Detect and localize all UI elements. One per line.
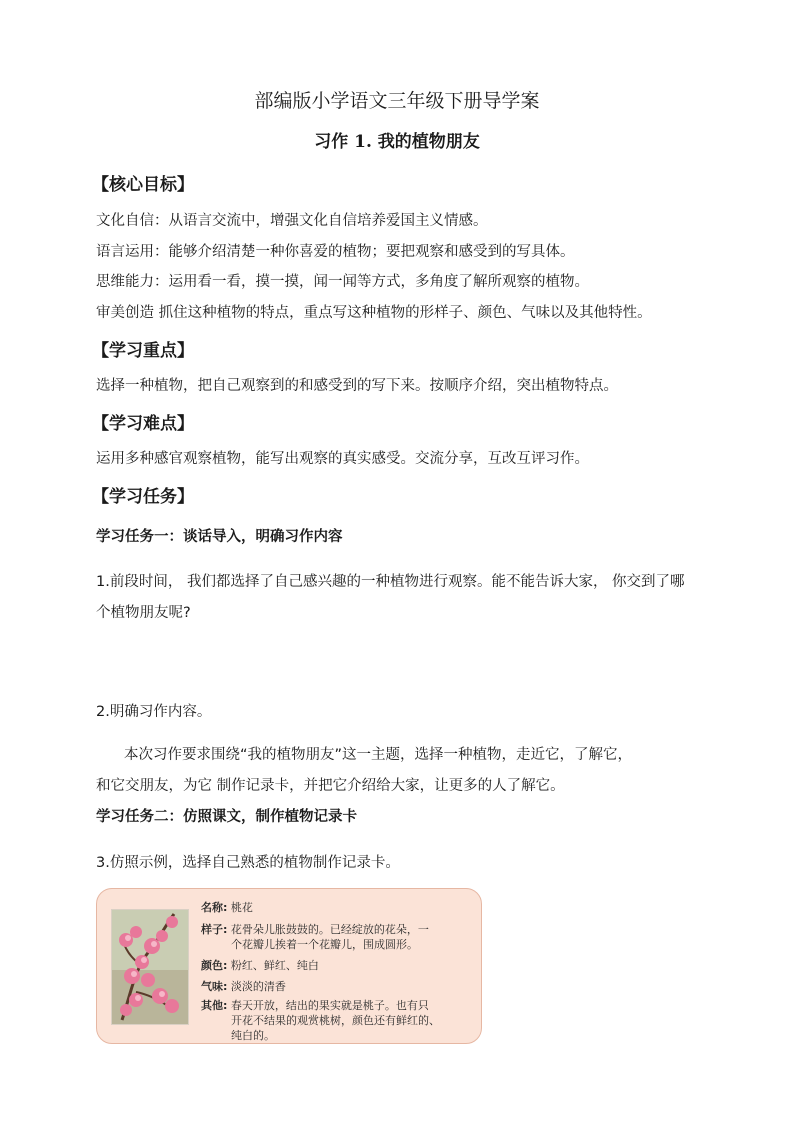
- record-smell-label: 气味:: [201, 980, 228, 993]
- peach-blossom-photo: [111, 909, 189, 1025]
- record-look-line1: 花骨朵儿胀鼓鼓的。已经绽放的花朵，一: [230, 923, 429, 936]
- task1-title: 学习任务一：谈话导入，明确习作内容: [96, 529, 343, 545]
- question-2-paragraph-line2: 和它交朋友，为它 制作记录卡，并把它介绍给大家，让更多的人了解它。: [96, 778, 565, 794]
- question-2-paragraph-line1: 本次习作要求围绕“我的植物朋友”这一主题，选择一种植物，走近它，了解它，: [124, 747, 633, 763]
- section-heading-difficulty: 【学习难点】: [92, 414, 194, 434]
- record-other-line1: 春天开放，结出的果实就是桃子。也有只: [230, 999, 429, 1012]
- section-heading-focus: 【学习重点】: [92, 341, 194, 361]
- goal-line: 文化自信：从语言交流中，增强文化自信培养爱国主义情感。: [96, 213, 488, 229]
- goal-line: 语言运用：能够介绍清楚一种你喜爱的植物；要把观察和感受到的写具体。: [96, 244, 575, 260]
- difficulty-text: 运用多种感官观察植物，能写出观察的真实感受。交流分享，互改互评习作。: [96, 451, 589, 467]
- record-other-label: 其他:: [201, 999, 228, 1012]
- focus-text: 选择一种植物，把自己观察到的和感受到的写下来。按顺序介绍，突出植物特点。: [96, 378, 618, 394]
- goal-line: 思维能力：运用看一看，摸一摸，闻一闻等方式，多角度了解所观察的植物。: [96, 274, 589, 290]
- record-look-line2: 个花瓣儿挨着一个花瓣儿，围成圆形。: [231, 938, 418, 951]
- record-other-line3: 纯白的。: [231, 1029, 275, 1042]
- question-3: 3.仿照示例，选择自己熟悉的植物制作记录卡。: [96, 855, 400, 871]
- lesson-title: 习作 1. 我的植物朋友: [314, 132, 480, 152]
- document-title: 部编版小学语文三年级下册导学案: [254, 90, 540, 112]
- section-heading-goals: 【核心目标】: [92, 175, 194, 195]
- goal-line: 审美创造 抓住这种植物的特点，重点写这种植物的形样子、颜色、气味以及其他特性。: [96, 305, 652, 321]
- section-heading-tasks: 【学习任务】: [92, 487, 194, 507]
- plant-record-card: [96, 888, 482, 1044]
- record-name-value: 桃花: [230, 901, 253, 914]
- question-1-line1: 1.前段时间， 我们都选择了自己感兴趣的一种植物进行观察。能不能告诉大家， 你交到了哪: [96, 574, 685, 590]
- record-look-label: 样子:: [201, 923, 228, 936]
- record-other-line2: 开花不结果的观赏桃树，颜色还有鲜红的、: [231, 1014, 440, 1027]
- question-1-line2: 个植物朋友呢?: [96, 605, 191, 621]
- task2-title: 学习任务二：仿照课文，制作植物记录卡: [96, 809, 357, 825]
- question-2: 2.明确习作内容。: [96, 704, 212, 720]
- record-color-value: 粉红、鲜红、纯白: [230, 959, 319, 972]
- record-smell-value: 淡淡的清香: [230, 980, 286, 993]
- record-color-label: 颜色:: [201, 959, 228, 972]
- record-name-label: 名称:: [201, 901, 228, 914]
